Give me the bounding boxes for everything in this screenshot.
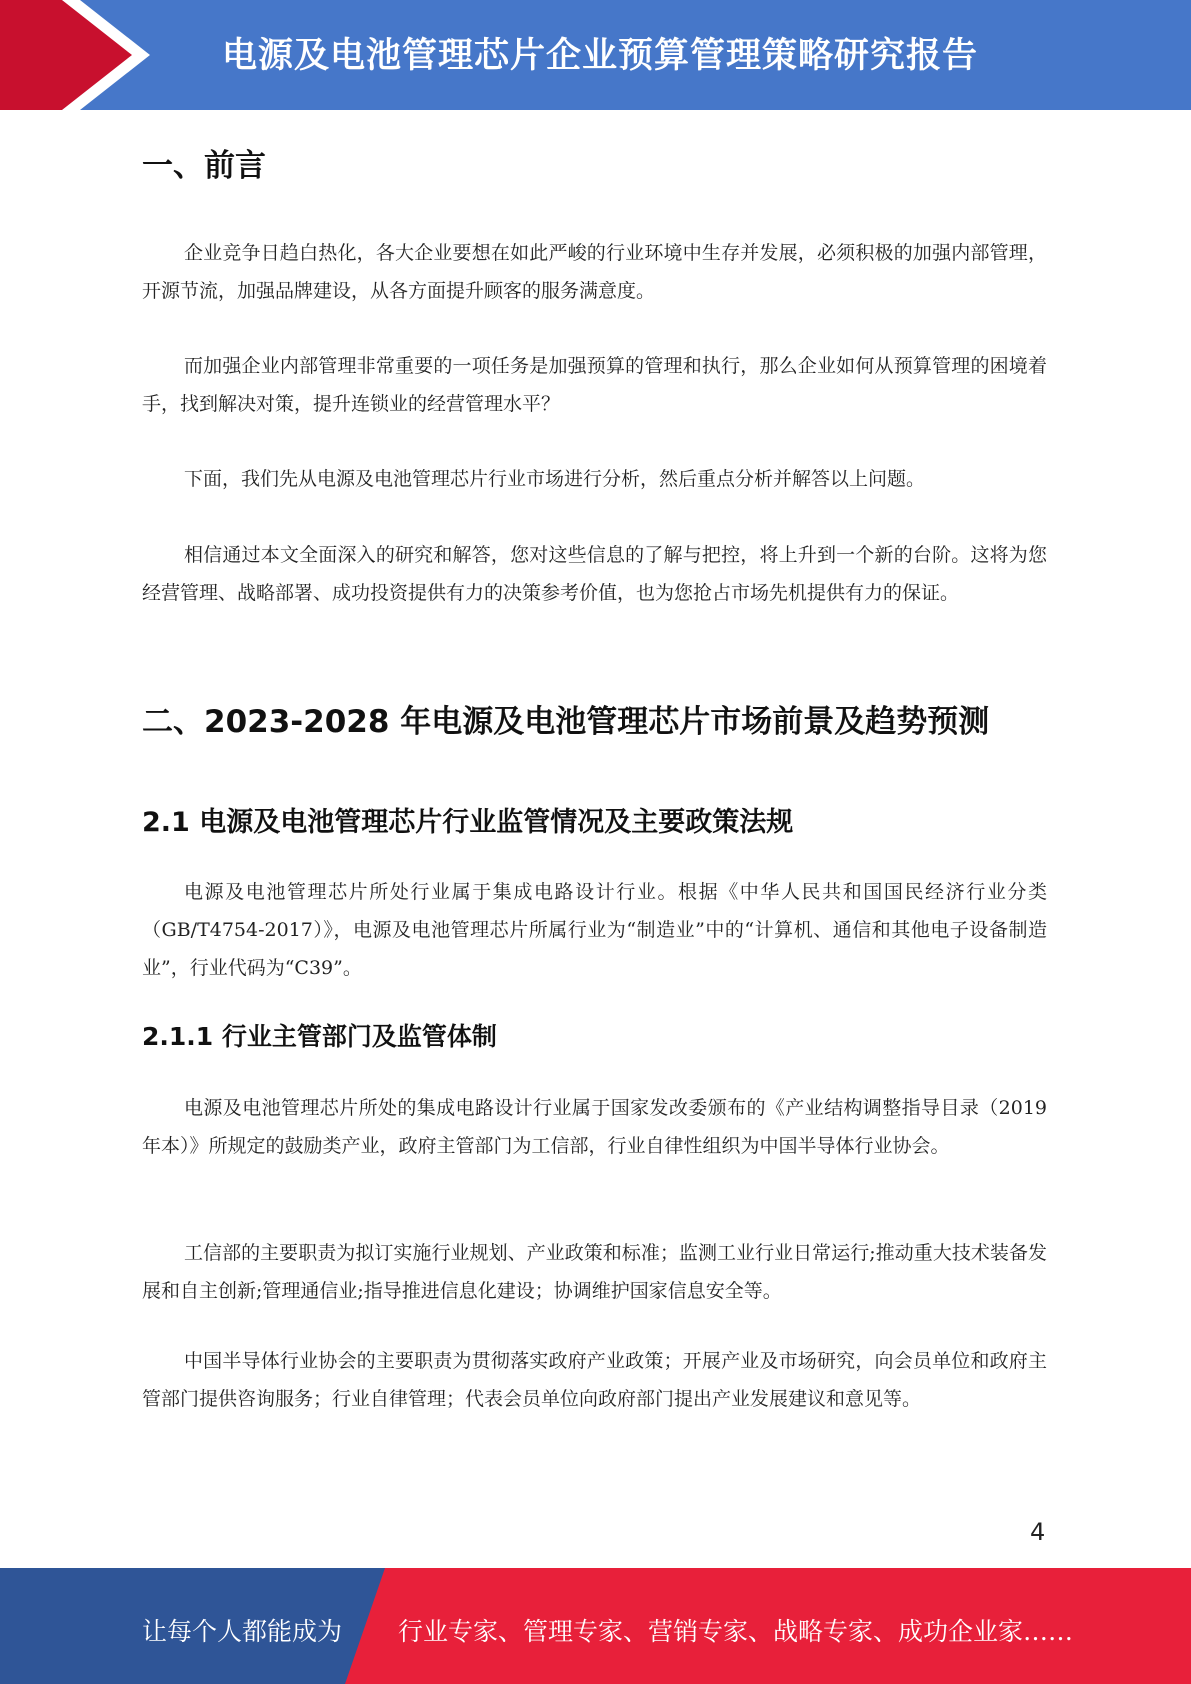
report-title: 电源及电池管理芯片企业预算管理策略研究报告 [222,36,979,76]
page-footer [0,1568,1191,1684]
subsection-heading-regulation: 2.1 电源及电池管理芯片行业监管情况及主要政策法规 [142,807,794,838]
page-header [0,0,1191,110]
page-number: 4 [1030,1518,1046,1546]
paragraph: 企业竞争日趋白热化，各大企业要想在如此严峻的行业环境中生存并发展，必须积极的加强内部管理，开源节流，加强品牌建设，从各方面提升顾客的服务满意度。 [142,242,1047,302]
paragraph: 下面，我们先从电源及电池管理芯片行业市场进行分析，然后重点分析并解答以上问题。 [184,468,926,490]
footer-slogan-left: 让每个人都能成为 [142,1617,343,1646]
section-heading-preface: 一、前言 [142,148,266,184]
paragraph: 工信部的主要职责为拟订实施行业规划、产业政策和标准；监测工业行业日常运行;推动重大技术装备发展和自主创新;管理通信业;指导推进信息化建设；协调维护国家信息安全等。 [142,1242,1047,1302]
section-heading-market-forecast: 二、2023-2028 年电源及电池管理芯片市场前景及趋势预测 [142,704,990,740]
footer-slogan-right: 行业专家、管理专家、营销专家、战略专家、成功企业家…… [398,1617,1074,1646]
paragraph: 相信通过本文全面深入的研究和解答，您对这些信息的了解与把控，将上升到一个新的台阶。这将为您经营管理、战略部署、成功投资提供有力的决策参考价值，也为您抢占市场先机提供有力的保证。 [142,544,1047,604]
subsection-heading-authorities: 2.1.1 行业主管部门及监管体制 [142,1022,497,1051]
paragraph: 而加强企业内部管理非常重要的一项任务是加强预算的管理和执行，那么企业如何从预算管理的困境着手，找到解决对策，提升连锁业的经营管理水平？ [142,355,1047,415]
paragraph: 电源及电池管理芯片所处的集成电路设计行业属于国家发改委颁布的《产业结构调整指导目录（2019 年本）》所规定的鼓励类产业，政府主管部门为工信部，行业自律性组织为中国半导体行业协会。 [142,1097,1047,1157]
paragraph: 电源及电池管理芯片所处行业属于集成电路设计行业。根据《中华人民共和国国民经济行业分类（GB/T4754-2017）》，电源及电池管理芯片所属行业为“制造业”中的“计算机、通信和其他电子设备制造业”，行业代码为“C39”。 [142,881,1047,979]
paragraph: 中国半导体行业协会的主要职责为贯彻落实政府产业政策；开展产业及市场研究，向会员单位和政府主管部门提供咨询服务；行业自律管理；代表会员单位向政府部门提出产业发展建议和意见等。 [142,1350,1047,1410]
